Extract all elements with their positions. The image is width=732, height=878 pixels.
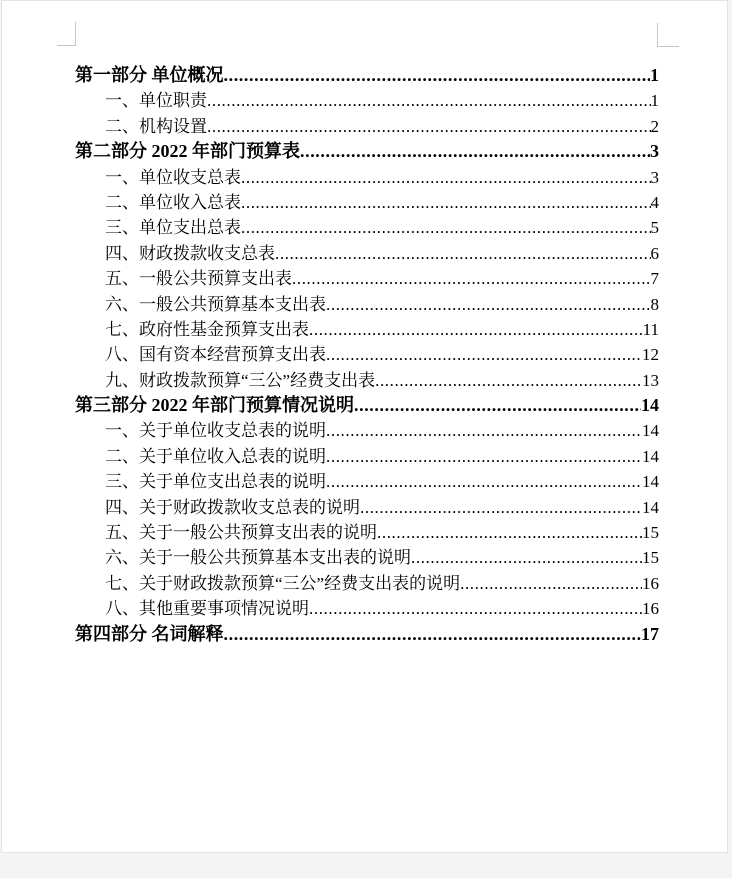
toc-entry[interactable]	[75, 342, 659, 367]
toc-entry[interactable]	[75, 418, 659, 443]
toc-entry[interactable]	[75, 596, 659, 621]
toc-entry-label: 五、关于一般公共预算支出表的说明	[105, 523, 377, 543]
toc-entry-label: 一、单位职责	[105, 91, 207, 111]
toc-entry-label: 一、关于单位收支总表的说明	[105, 421, 326, 441]
toc-leader-dots	[460, 571, 642, 596]
toc-entry-label: 七、政府性基金预算支出表	[105, 319, 309, 339]
toc-leader-dots	[360, 495, 642, 520]
toc-entry-label: 九、财政拨款预算“三公”经费支出表	[105, 370, 376, 390]
toc-leader-dots	[309, 596, 642, 621]
toc-entry[interactable]	[75, 63, 659, 88]
toc-entry-label: 二、机构设置	[105, 116, 207, 136]
margin-crop-mark-top-right-icon	[657, 23, 679, 47]
toc-entry-page-number: 15	[642, 548, 659, 568]
toc-leader-dots	[300, 139, 650, 164]
toc-entry-label: 六、关于一般公共预算基本支出表的说明	[105, 548, 411, 568]
toc-entry-label: 八、其他重要事项情况说明	[105, 599, 309, 619]
toc-entry-page-number: 2	[650, 116, 659, 136]
toc-entry-label: 二、关于单位收入总表的说明	[105, 446, 326, 466]
toc-entry-label: 第四部分 名词解释	[75, 623, 224, 644]
toc-entry-page-number: 15	[642, 523, 659, 543]
toc-entry-page-number: 3	[650, 141, 659, 162]
toc-entry[interactable]	[75, 114, 659, 139]
toc-entry-page-number: 16	[642, 599, 659, 619]
toc-entry[interactable]	[75, 165, 659, 190]
toc-entry-page-number: 14	[642, 497, 659, 517]
toc-entry-page-number: 14	[641, 395, 659, 416]
toc-entry-page-number: 8	[650, 294, 659, 314]
toc-entry-page-number: 16	[642, 573, 659, 593]
toc-entry-page-number: 1	[650, 65, 659, 85]
toc-entry-page-number: 6	[650, 243, 659, 263]
toc-entry[interactable]	[75, 266, 659, 291]
toc-leader-dots	[292, 266, 651, 291]
toc-entry-page-number: 1	[650, 91, 659, 111]
toc-entry-label: 第三部分 2022 年部门预算情况说明	[75, 395, 354, 416]
toc-entry-label: 七、关于财政拨款预算“三公”经费支出表的说明	[105, 573, 461, 593]
toc-entry-page-number: 11	[642, 319, 659, 339]
toc-entry-label: 三、单位支出总表	[105, 218, 241, 238]
table-of-contents	[75, 63, 659, 647]
toc-leader-dots	[375, 368, 642, 393]
toc-leader-dots	[309, 317, 643, 342]
toc-entry-page-number: 12	[642, 345, 659, 365]
toc-leader-dots	[411, 545, 642, 570]
toc-entry-label: 六、一般公共预算基本支出表	[105, 294, 326, 314]
toc-entry-page-number: 7	[650, 269, 659, 289]
toc-entry-label: 八、国有资本经营预算支出表	[105, 345, 326, 365]
toc-leader-dots	[224, 63, 651, 88]
toc-entry-page-number: 3	[650, 167, 659, 187]
toc-entry[interactable]	[75, 368, 659, 393]
toc-leader-dots	[326, 292, 651, 317]
toc-entry-page-number: 14	[642, 446, 659, 466]
toc-leader-dots	[275, 241, 651, 266]
toc-leader-dots	[207, 114, 651, 139]
toc-entry[interactable]	[75, 622, 659, 647]
toc-entry[interactable]	[75, 495, 659, 520]
toc-entry[interactable]	[75, 292, 659, 317]
toc-entry-page-number: 17	[641, 623, 659, 644]
toc-leader-dots	[354, 393, 641, 418]
toc-leader-dots	[326, 342, 642, 367]
toc-entry-label: 一、单位收支总表	[105, 167, 241, 187]
toc-entry[interactable]	[75, 215, 659, 240]
toc-entry-page-number: 14	[642, 472, 659, 492]
toc-leader-dots	[326, 469, 642, 494]
toc-entry-label: 五、一般公共预算支出表	[105, 269, 292, 289]
toc-leader-dots	[241, 215, 651, 240]
toc-entry-label: 四、关于财政拨款收支总表的说明	[105, 497, 360, 517]
toc-entry[interactable]	[75, 545, 659, 570]
toc-entry[interactable]	[75, 139, 659, 164]
toc-entry[interactable]	[75, 444, 659, 469]
toc-leader-dots	[207, 88, 651, 113]
toc-leader-dots	[326, 444, 642, 469]
toc-entry[interactable]	[75, 469, 659, 494]
toc-entry-page-number: 5	[650, 218, 659, 238]
margin-crop-mark-top-left-icon	[57, 22, 76, 46]
toc-entry-label: 第一部分 单位概况	[75, 65, 224, 85]
toc-entry[interactable]	[75, 241, 659, 266]
toc-leader-dots	[326, 418, 642, 443]
toc-entry-label: 第二部分 2022 年部门预算表	[75, 141, 300, 162]
document-page	[1, 0, 728, 853]
toc-leader-dots	[241, 165, 651, 190]
toc-leader-dots	[241, 190, 651, 215]
toc-entry-page-number: 4	[650, 192, 659, 212]
toc-entry-label: 二、单位收入总表	[105, 192, 241, 212]
toc-entry[interactable]	[75, 317, 659, 342]
toc-leader-dots	[377, 520, 642, 545]
toc-entry-label: 三、关于单位支出总表的说明	[105, 472, 326, 492]
toc-entry[interactable]	[75, 88, 659, 113]
toc-entry-page-number: 14	[642, 421, 659, 441]
toc-entry[interactable]	[75, 520, 659, 545]
toc-entry-label: 四、财政拨款收支总表	[105, 243, 275, 263]
toc-entry[interactable]	[75, 190, 659, 215]
toc-entry[interactable]	[75, 393, 659, 418]
toc-leader-dots	[224, 622, 642, 647]
toc-entry-page-number: 13	[642, 370, 659, 390]
toc-entry[interactable]	[75, 571, 659, 596]
